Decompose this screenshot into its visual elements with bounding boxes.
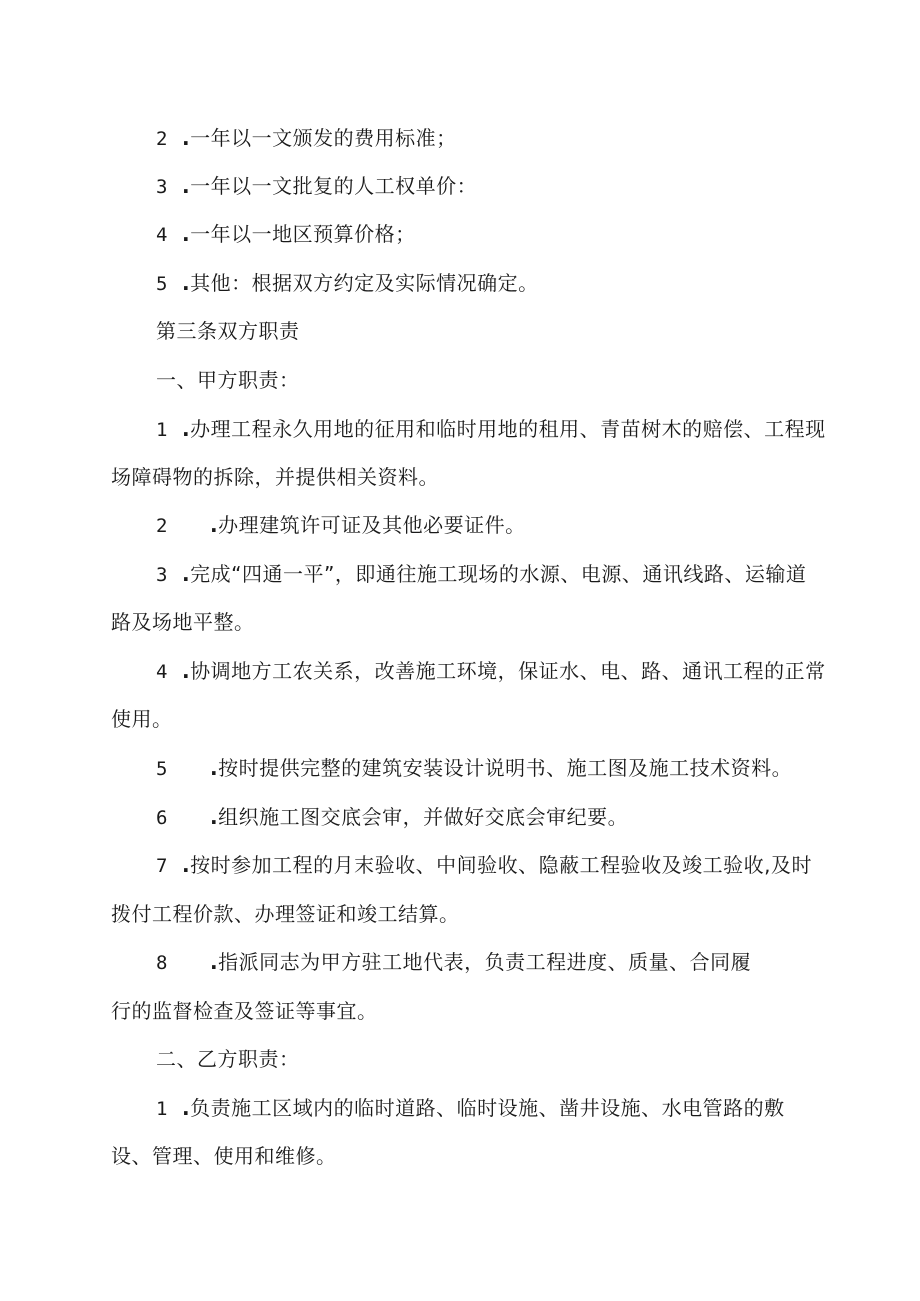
item-text: 组织施工图交底会审，并做好交底会审纪要。 — [218, 805, 629, 829]
item-separator: . — [182, 1096, 191, 1120]
list-item — [156, 756, 792, 781]
item-separator: . — [182, 126, 191, 150]
list-item — [156, 222, 416, 247]
item-continuation: 拨付工程价款、办理签证和竣工结算。 — [111, 902, 460, 926]
list-item — [156, 513, 526, 538]
item-number: 6 — [156, 807, 168, 829]
item-number: 3 — [156, 176, 168, 198]
list-item — [156, 562, 806, 587]
item-text: 其他：根据双方约定及实际情况确定。 — [190, 271, 539, 295]
list-item — [156, 659, 826, 684]
item-continuation: 使用。 — [111, 707, 173, 731]
item-continuation: 场障碍物的拆除，并提供相关资料。 — [111, 465, 439, 489]
item-continuation: 行的监督检查及签证等事宜。 — [111, 999, 378, 1023]
item-number: 5 — [156, 273, 168, 295]
item-separator: . — [182, 853, 191, 877]
item-separator: . — [210, 756, 219, 780]
item-text: 负责施工区域内的临时道路、临时设施、凿井设施、水电管路的敷 — [190, 1096, 785, 1120]
item-separator: . — [182, 271, 191, 295]
item-separator: . — [182, 222, 191, 246]
list-item — [156, 950, 751, 975]
item-number: 1 — [156, 419, 168, 441]
subsection-heading: 二、乙方职责： — [156, 1047, 300, 1071]
item-number: 4 — [156, 661, 168, 683]
list-item — [156, 174, 477, 199]
item-text: 完成“四通一平”，即通往施工现场的水源、电源、通讯线路、运输道 — [190, 562, 807, 586]
list-item — [156, 853, 812, 878]
section-heading: 第三条双方职责 — [156, 319, 300, 343]
item-number: 2 — [156, 515, 168, 537]
item-separator: . — [210, 513, 219, 537]
item-text: 按时参加工程的月末验收、中间验收、隐蔽工程验收及竣工验收,及时 — [190, 853, 812, 877]
item-separator: . — [182, 562, 191, 586]
item-text: 办理工程永久用地的征用和临时用地的租用、青苗树木的赔偿、工程现 — [190, 417, 826, 441]
subsection-heading: 一、甲方职责： — [156, 368, 300, 392]
item-separator: . — [182, 174, 191, 198]
item-separator: . — [210, 805, 219, 829]
item-text: 一年以一地区预算价格； — [190, 222, 416, 246]
item-number: 1 — [156, 1098, 168, 1120]
list-item — [156, 805, 628, 830]
item-number: 7 — [156, 855, 168, 877]
item-continuation: 设、管理、使用和维修。 — [111, 1144, 337, 1168]
list-item — [156, 1096, 785, 1121]
item-text: 协调地方工农关系，改善施工环境，保证水、电、路、通讯工程的正常 — [190, 659, 826, 683]
item-number: 2 — [156, 128, 168, 150]
item-text: 指派同志为甲方驻工地代表，负责工程进度、质量、合同履 — [218, 950, 752, 974]
list-item — [156, 126, 457, 151]
item-number: 5 — [156, 758, 168, 780]
item-text: 一年以一文颁发的费用标准； — [190, 126, 457, 150]
item-number: 8 — [156, 952, 168, 974]
list-item — [156, 271, 539, 296]
item-separator: . — [210, 950, 219, 974]
item-number: 4 — [156, 224, 168, 246]
item-text: 一年以一文批复的人工权单价： — [190, 174, 478, 198]
list-item — [156, 417, 826, 442]
item-continuation: 路及场地平整。 — [111, 610, 255, 634]
item-number: 3 — [156, 564, 168, 586]
item-text: 按时提供完整的建筑安装设计说明书、施工图及施工技术资料。 — [218, 756, 793, 780]
item-text: 办理建筑许可证及其他必要证件。 — [218, 513, 526, 537]
item-separator: . — [182, 417, 191, 441]
item-separator: . — [182, 659, 191, 683]
